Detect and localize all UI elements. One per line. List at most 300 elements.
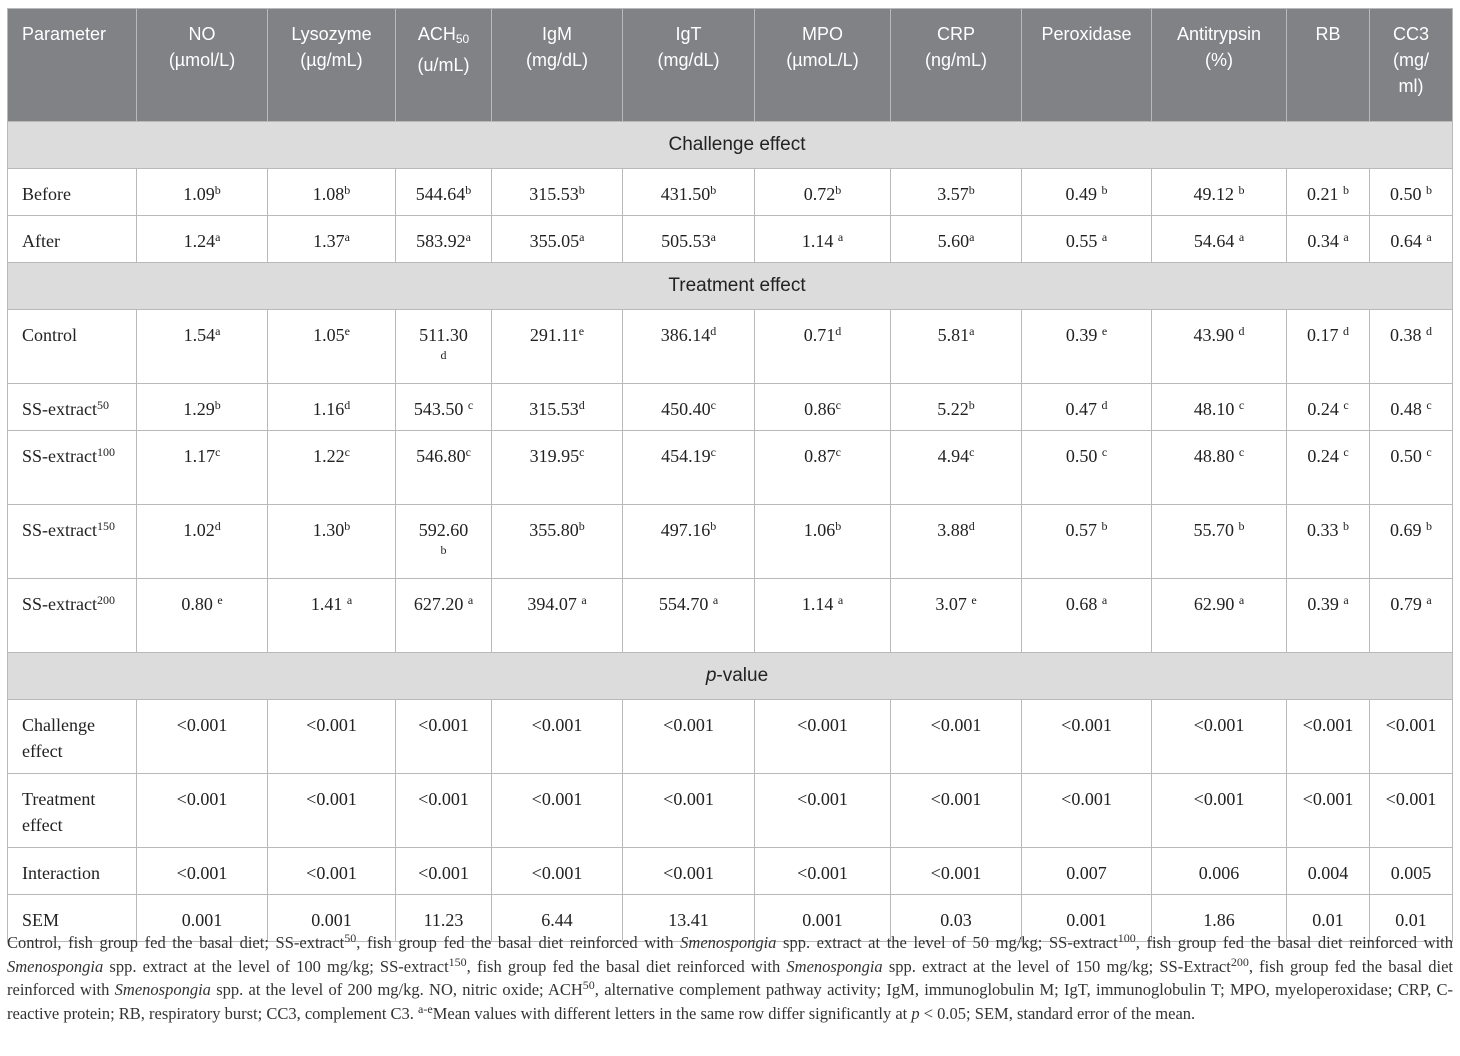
- section-title-italic: p: [705, 665, 717, 686]
- cell-value: <0.001: [1193, 789, 1245, 809]
- column-header-unit: (%): [1205, 50, 1233, 70]
- cell-significance-letter: a: [465, 230, 471, 244]
- table-cell: [623, 216, 755, 263]
- cell-significance-letter: b: [440, 543, 447, 557]
- column-header-unit: (mg/dL): [525, 50, 588, 70]
- table-cell: [492, 310, 623, 384]
- table-cell: [755, 216, 891, 263]
- column-header-name: NO: [188, 24, 216, 44]
- cell-significance-letter: b: [835, 183, 842, 197]
- table-cell: [755, 310, 891, 384]
- table-cell: [1287, 384, 1370, 431]
- cell-significance-letter: a: [215, 324, 221, 338]
- cell-value: 0.34: [1307, 231, 1344, 251]
- cell-value: 1.29: [183, 399, 215, 419]
- cell-significance-letter: b: [214, 183, 221, 197]
- cell-value: 315.53: [529, 399, 579, 419]
- cell-value: 1.30: [312, 520, 345, 540]
- column-header: [492, 9, 623, 122]
- footnote-text: , fish group fed the basal diet reinforced with: [356, 933, 681, 952]
- footnote-text: , fish group fed the basal diet reinforced with: [1135, 933, 1453, 952]
- column-header: [1152, 9, 1287, 122]
- footnote-superscript: 50: [344, 931, 357, 945]
- footnote-text: spp. extract at the level of 50 mg/kg; SS-extract: [776, 933, 1118, 952]
- table-cell: [137, 700, 268, 774]
- footnote-superscript: 50: [582, 978, 595, 993]
- column-header: [8, 9, 137, 122]
- footnote-text: spp. at the level of 200 mg/kg. NO, nitric oxide; ACH: [210, 980, 583, 1000]
- row-label: [8, 505, 137, 579]
- cell-value: 48.80: [1193, 446, 1239, 466]
- cell-value: <0.001: [176, 715, 228, 735]
- cell-significance-letter: d: [1238, 324, 1245, 338]
- column-header-unit: (µg/mL): [300, 50, 363, 70]
- table-cell: [1287, 169, 1370, 216]
- cell-significance-letter: a: [346, 593, 353, 607]
- cell-value: 1.06: [803, 520, 836, 540]
- cell-significance-letter: b: [214, 398, 221, 412]
- table-cell: [1370, 579, 1453, 653]
- column-header-name: Lysozyme: [291, 24, 372, 44]
- table-cell: [1152, 505, 1287, 579]
- cell-significance-letter: a: [1101, 593, 1108, 607]
- cell-significance-letter: a: [1101, 230, 1108, 244]
- cell-significance-letter: a: [344, 230, 350, 244]
- cell-value: 0.50: [1390, 184, 1426, 204]
- table-cell: [1370, 505, 1453, 579]
- cell-value: 0.24: [1307, 399, 1344, 419]
- cell-value: 3.88: [937, 520, 969, 540]
- table-cell: [1152, 848, 1287, 895]
- table-header-row: [8, 9, 1453, 122]
- table-cell: [1287, 848, 1370, 895]
- cell-significance-letter: e: [1101, 324, 1108, 338]
- cell-value: 0.55: [1065, 231, 1102, 251]
- footnote-italic: Smenospongia: [680, 933, 777, 952]
- table-cell: [891, 384, 1022, 431]
- table-cell: [891, 431, 1022, 505]
- table-cell: [268, 431, 396, 505]
- cell-value: 554.70: [658, 594, 713, 614]
- table-cell: [1022, 700, 1152, 774]
- table-cell: [1287, 216, 1370, 263]
- footnote-italic: p: [911, 1003, 920, 1023]
- table-cell: [268, 169, 396, 216]
- table-cell: [1152, 774, 1287, 848]
- table-cell: [1152, 700, 1287, 774]
- cell-value: 0.005: [1390, 863, 1432, 883]
- cell-value: 355.05: [529, 231, 580, 251]
- cell-value: 3.07: [935, 594, 972, 614]
- table-cell: [396, 216, 492, 263]
- cell-significance-letter: b: [578, 519, 585, 533]
- section-title: [8, 122, 1453, 169]
- cell-value: 0.21: [1307, 184, 1343, 204]
- row-label: [8, 169, 137, 216]
- row-label-text: Before: [22, 184, 71, 204]
- footnote-italic: Smenospongia: [7, 956, 104, 976]
- table-cell: [137, 505, 268, 579]
- cell-value: <0.001: [797, 863, 848, 883]
- row-label: [8, 848, 137, 895]
- cell-value: 0.49: [1065, 184, 1102, 204]
- row-label-text: Treatment effect: [22, 789, 96, 835]
- row-label-superscript: 100: [96, 445, 115, 459]
- cell-value: 355.80: [529, 520, 579, 540]
- cell-value: 0.01: [1395, 910, 1427, 930]
- section-title: [8, 263, 1453, 310]
- cell-significance-letter: a: [1343, 593, 1349, 607]
- table-cell: [1022, 431, 1152, 505]
- cell-significance-letter: d: [578, 398, 585, 412]
- table-cell: [268, 310, 396, 384]
- row-label: [8, 431, 137, 505]
- table-cell: [1370, 848, 1453, 895]
- column-header-name: Peroxidase: [1041, 24, 1132, 44]
- section-title: [8, 653, 1453, 700]
- cell-value: 0.39: [1065, 325, 1102, 345]
- table-cell: [623, 848, 755, 895]
- cell-value: 0.79: [1390, 594, 1427, 614]
- cell-value: 592.60: [418, 520, 469, 540]
- cell-value: 0.001: [311, 910, 352, 930]
- cell-value: 627.20: [413, 594, 468, 614]
- cell-value: 315.53: [529, 184, 579, 204]
- table-row: [8, 431, 1453, 505]
- table-cell: [755, 700, 891, 774]
- cell-value: <0.001: [663, 715, 714, 735]
- cell-value: 0.47: [1065, 399, 1102, 419]
- table-cell: [396, 505, 492, 579]
- cell-significance-letter: c: [835, 398, 841, 412]
- cell-value: 1.37: [313, 231, 345, 251]
- table-cell: [1152, 216, 1287, 263]
- cell-value: 544.64: [415, 184, 466, 204]
- cell-value: 583.92: [416, 231, 466, 251]
- cell-significance-letter: c: [1343, 445, 1349, 459]
- cell-value: 1.22: [313, 446, 345, 466]
- table-cell: [492, 774, 623, 848]
- cell-value: <0.001: [418, 715, 469, 735]
- cell-value: 1.86: [1203, 910, 1235, 930]
- table-cell: [137, 774, 268, 848]
- cell-value: 1.54: [183, 325, 216, 345]
- cell-value: 1.02: [183, 520, 215, 540]
- column-header-name: IgT: [675, 24, 702, 44]
- table-cell: [492, 848, 623, 895]
- cell-value: 0.03: [940, 910, 972, 930]
- cell-value: <0.001: [797, 789, 848, 809]
- cell-value: 11.23: [423, 910, 464, 930]
- table-cell: [1152, 384, 1287, 431]
- row-label-superscript: 50: [96, 398, 109, 412]
- row-label: [8, 310, 137, 384]
- cell-value: 48.10: [1193, 399, 1239, 419]
- table-cell: [1370, 384, 1453, 431]
- cell-significance-letter: b: [710, 183, 717, 197]
- footnote-text: spp. extract at the level of 100 mg/kg; SS-extract: [103, 956, 449, 976]
- table-cell: [755, 384, 891, 431]
- table-cell: [268, 384, 396, 431]
- cell-value: 546.80: [416, 446, 466, 466]
- table-cell: [492, 216, 623, 263]
- cell-value: 3.57: [937, 184, 969, 204]
- cell-significance-letter: d: [1101, 398, 1108, 412]
- footnote-superscript: 100: [1117, 931, 1136, 945]
- table-cell: [137, 384, 268, 431]
- footnote-text: Mean values with different letters in the same row differ significantly at: [432, 1003, 912, 1023]
- table-cell: [891, 700, 1022, 774]
- table-cell: [891, 169, 1022, 216]
- table-cell: [492, 431, 623, 505]
- cell-value: 0.87: [804, 446, 836, 466]
- row-label: [8, 700, 137, 774]
- cell-significance-letter: b: [968, 183, 975, 197]
- cell-significance-letter: a: [1238, 593, 1245, 607]
- cell-value: 1.08: [312, 184, 345, 204]
- cell-value: 543.50: [413, 399, 468, 419]
- row-label-text: SS-extract: [22, 399, 97, 419]
- table-cell: [268, 216, 396, 263]
- cell-significance-letter: b: [968, 398, 975, 412]
- cell-significance-letter: d: [968, 519, 975, 533]
- cell-significance-letter: b: [1238, 183, 1245, 197]
- table-cell: [1287, 505, 1370, 579]
- cell-value: 0.17: [1307, 325, 1343, 345]
- table-cell: [1287, 310, 1370, 384]
- table-cell: [1287, 700, 1370, 774]
- footnote-italic: Smenospongia: [786, 956, 883, 976]
- table-cell: [1022, 216, 1152, 263]
- cell-significance-letter: a: [467, 593, 474, 607]
- cell-value: <0.001: [531, 715, 583, 735]
- table-row: [8, 579, 1453, 653]
- cell-significance-letter: c: [465, 445, 471, 459]
- table-cell: [891, 216, 1022, 263]
- cell-value: 450.40: [661, 399, 711, 419]
- table-cell: [1022, 505, 1152, 579]
- cell-value: <0.001: [1061, 789, 1112, 809]
- column-header: [396, 9, 492, 122]
- column-header-name: Parameter: [22, 24, 107, 44]
- table-row: [8, 384, 1453, 431]
- column-header-subscript: 50: [455, 32, 470, 46]
- column-header-name: CC3: [1392, 24, 1429, 44]
- column-header-unit: (mg/dL): [657, 50, 720, 70]
- cell-significance-letter: c: [344, 445, 350, 459]
- cell-significance-letter: a: [712, 593, 719, 607]
- section-row: [8, 263, 1453, 310]
- cell-significance-letter: c: [467, 398, 474, 412]
- table-row: [8, 169, 1453, 216]
- cell-value: <0.001: [418, 863, 469, 883]
- section-title-text: Treatment effect: [668, 275, 806, 296]
- cell-significance-letter: b: [1101, 183, 1108, 197]
- footnote-text: spp. extract at the level of 150 mg/kg; SS-Extract: [882, 956, 1231, 976]
- cell-significance-letter: c: [1343, 398, 1349, 412]
- cell-value: 0.39: [1307, 594, 1344, 614]
- table-cell: [623, 431, 755, 505]
- row-label-superscript: 200: [96, 593, 115, 607]
- footnote-text: , fish group fed the basal diet reinforced with: [466, 956, 787, 976]
- column-header-name: IgM: [541, 24, 572, 44]
- column-header: [755, 9, 891, 122]
- table-cell: [1370, 431, 1453, 505]
- table-cell: [623, 505, 755, 579]
- cell-value: 0.01: [1312, 910, 1344, 930]
- table-cell: [891, 579, 1022, 653]
- results-table: [7, 8, 1453, 942]
- cell-significance-letter: b: [710, 519, 717, 533]
- table-cell: [623, 169, 755, 216]
- table-cell: [396, 700, 492, 774]
- cell-significance-letter: d: [1426, 324, 1432, 338]
- cell-value: 4.94: [937, 446, 970, 466]
- cell-significance-letter: d: [214, 519, 221, 533]
- column-header-unit: (u/mL): [417, 55, 470, 75]
- column-header-name: MPO: [801, 24, 843, 44]
- row-label-text: SS-extract: [22, 520, 97, 540]
- cell-significance-letter: b: [1343, 183, 1349, 197]
- table-cell: [623, 310, 755, 384]
- cell-significance-letter: e: [344, 324, 350, 338]
- table-cell: [396, 431, 492, 505]
- table-cell: [1152, 169, 1287, 216]
- table-cell: [1022, 774, 1152, 848]
- cell-significance-letter: c: [1101, 445, 1108, 459]
- row-label-text: Control: [22, 325, 78, 345]
- table-cell: [1022, 848, 1152, 895]
- table-cell: [396, 579, 492, 653]
- cell-value: <0.001: [306, 863, 357, 883]
- cell-value: <0.001: [418, 789, 469, 809]
- cell-significance-letter: b: [465, 183, 472, 197]
- cell-significance-letter: c: [1238, 445, 1245, 459]
- table-cell: [1287, 774, 1370, 848]
- cell-value: 0.50: [1390, 446, 1427, 466]
- cell-value: <0.001: [176, 863, 228, 883]
- cell-value: 454.19: [661, 446, 711, 466]
- table-cell: [1152, 310, 1287, 384]
- section-row: [8, 122, 1453, 169]
- cell-value: 1.09: [183, 184, 215, 204]
- row-label-text: Challenge effect: [22, 715, 95, 761]
- table-cell: [268, 774, 396, 848]
- cell-value: 319.95: [529, 446, 580, 466]
- cell-value: 1.41: [310, 594, 347, 614]
- cell-value: <0.001: [306, 715, 357, 735]
- cell-value: <0.001: [1193, 715, 1245, 735]
- cell-significance-letter: a: [969, 230, 975, 244]
- cell-value: 55.70: [1193, 520, 1239, 540]
- cell-value: 0.001: [802, 910, 843, 930]
- cell-value: 0.24: [1307, 446, 1344, 466]
- cell-value: 0.004: [1307, 863, 1349, 883]
- row-label-superscript: 150: [96, 519, 115, 533]
- footnote-superscript: a-e: [418, 1001, 433, 1016]
- cell-significance-letter: b: [1101, 519, 1108, 533]
- cell-significance-letter: b: [578, 183, 585, 197]
- cell-significance-letter: d: [710, 324, 717, 338]
- cell-significance-letter: d: [344, 398, 351, 412]
- cell-value: 511.30: [419, 325, 468, 345]
- table-cell: [755, 431, 891, 505]
- cell-value: 5.60: [937, 231, 970, 251]
- cell-value: 13.41: [668, 910, 709, 930]
- cell-significance-letter: b: [1238, 519, 1245, 533]
- column-header-unit: (µmol/L): [168, 50, 236, 70]
- cell-significance-letter: a: [581, 593, 587, 607]
- table-cell: [268, 579, 396, 653]
- cell-significance-letter: b: [1426, 183, 1432, 197]
- cell-value: <0.001: [930, 863, 982, 883]
- cell-value: 0.80: [181, 594, 218, 614]
- table-cell: [396, 774, 492, 848]
- cell-significance-letter: e: [971, 593, 977, 607]
- table-cell: [891, 774, 1022, 848]
- cell-value: <0.001: [1302, 789, 1354, 809]
- cell-value: 497.16: [660, 520, 711, 540]
- cell-value: 1.05: [313, 325, 345, 345]
- table-cell: [623, 700, 755, 774]
- table-cell: [268, 700, 396, 774]
- cell-value: 0.72: [803, 184, 836, 204]
- cell-significance-letter: d: [1343, 324, 1349, 338]
- table-cell: [492, 700, 623, 774]
- cell-value: 291.11: [529, 325, 579, 345]
- table-cell: [1022, 310, 1152, 384]
- cell-significance-letter: c: [710, 445, 716, 459]
- column-header-unit: (µmoL/L): [786, 50, 859, 70]
- table-row: [8, 774, 1453, 848]
- table-footnote: [7, 931, 1453, 1025]
- cell-value: <0.001: [1302, 715, 1354, 735]
- table-cell: [137, 216, 268, 263]
- cell-significance-letter: c: [215, 445, 221, 459]
- table-cell: [492, 169, 623, 216]
- table-cell: [755, 848, 891, 895]
- table-cell: [1022, 384, 1152, 431]
- column-header-unit-cont: ml): [1398, 76, 1424, 96]
- cell-value: 386.14: [660, 325, 711, 345]
- cell-significance-letter: c: [710, 398, 716, 412]
- cell-significance-letter: b: [344, 183, 351, 197]
- cell-significance-letter: e: [578, 324, 585, 338]
- table-cell: [492, 579, 623, 653]
- cell-value: 54.64: [1193, 231, 1239, 251]
- cell-value: 6.44: [541, 910, 573, 930]
- table-cell: [492, 505, 623, 579]
- table-cell: [1287, 431, 1370, 505]
- table-cell: [1287, 579, 1370, 653]
- cell-significance-letter: a: [1343, 230, 1349, 244]
- cell-value: <0.001: [930, 789, 982, 809]
- cell-value: 0.38: [1390, 325, 1426, 345]
- table-cell: [891, 310, 1022, 384]
- cell-significance-letter: d: [440, 348, 447, 362]
- table-row: [8, 310, 1453, 384]
- cell-value: 1.17: [183, 446, 216, 466]
- row-label: [8, 579, 137, 653]
- table-cell: [891, 848, 1022, 895]
- table-cell: [137, 169, 268, 216]
- cell-value: <0.001: [1385, 715, 1437, 735]
- cell-significance-letter: c: [969, 445, 975, 459]
- column-header-name: ACH: [417, 24, 456, 44]
- table-cell: [1370, 700, 1453, 774]
- column-header: [1287, 9, 1370, 122]
- column-header: [891, 9, 1022, 122]
